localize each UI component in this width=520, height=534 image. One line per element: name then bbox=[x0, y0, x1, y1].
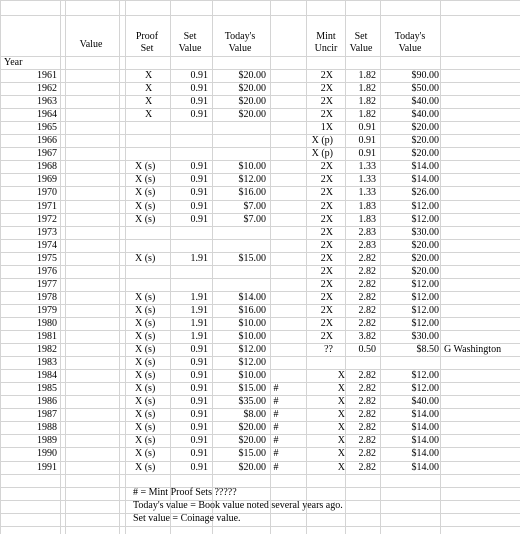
set-value-cell[interactable] bbox=[170, 278, 208, 291]
row-note[interactable] bbox=[444, 434, 520, 447]
year-cell[interactable]: 1973 bbox=[37, 227, 57, 238]
row-note[interactable] bbox=[444, 173, 520, 186]
proof-set-cell[interactable]: X (s) bbox=[135, 344, 156, 355]
row-note[interactable] bbox=[444, 330, 520, 343]
proof-set-cell[interactable]: X (s) bbox=[135, 292, 156, 303]
mint-uncir-cell[interactable]: X bbox=[337, 462, 345, 473]
mint-proof-flag[interactable] bbox=[268, 369, 284, 382]
todays-value-cell[interactable]: $35.00 bbox=[238, 396, 266, 407]
mint-todays-value-cell[interactable]: $12.00 bbox=[411, 318, 439, 329]
mint-todays-value-cell[interactable]: $12.00 bbox=[411, 370, 439, 381]
year-cell[interactable]: 1989 bbox=[37, 435, 57, 446]
set-value-cell[interactable]: 1.91 bbox=[190, 292, 208, 303]
mint-proof-flag[interactable]: # bbox=[273, 462, 279, 473]
set-value-cell[interactable] bbox=[170, 134, 208, 147]
todays-value-cell[interactable]: $15.00 bbox=[238, 383, 266, 394]
mint-todays-value-cell[interactable]: $40.00 bbox=[411, 96, 439, 107]
mint-proof-flag[interactable] bbox=[268, 304, 284, 317]
row-note[interactable] bbox=[444, 382, 520, 395]
mint-set-value-cell[interactable]: 0.91 bbox=[358, 122, 376, 133]
year-cell[interactable]: 1980 bbox=[37, 318, 57, 329]
row-note[interactable] bbox=[444, 95, 520, 108]
proof-set-cell[interactable]: X (s) bbox=[135, 357, 156, 368]
mint-proof-flag[interactable] bbox=[268, 252, 284, 265]
row-note[interactable] bbox=[444, 200, 520, 213]
proof-set-cell[interactable]: X (s) bbox=[135, 448, 156, 459]
mint-set-value-cell[interactable]: 3.82 bbox=[358, 331, 376, 342]
mint-uncir-cell[interactable]: 2X bbox=[320, 174, 333, 185]
proof-set-cell[interactable]: X (s) bbox=[135, 174, 156, 185]
mint-todays-value-cell[interactable]: $8.50 bbox=[416, 344, 439, 355]
mint-todays-value-cell[interactable]: $40.00 bbox=[411, 396, 439, 407]
year-cell[interactable]: 1985 bbox=[37, 383, 57, 394]
proof-set-cell[interactable]: X (s) bbox=[135, 409, 156, 420]
mint-todays-value-cell[interactable]: $12.00 bbox=[411, 292, 439, 303]
header-proof-line1[interactable]: Proof bbox=[135, 31, 159, 42]
set-value-cell[interactable]: 0.91 bbox=[190, 383, 208, 394]
mint-uncir-cell[interactable]: 2X bbox=[320, 318, 333, 329]
year-cell[interactable]: 1991 bbox=[37, 462, 57, 473]
row-note[interactable] bbox=[444, 265, 520, 278]
mint-proof-flag[interactable] bbox=[268, 213, 284, 226]
year-cell[interactable]: 1976 bbox=[37, 266, 57, 277]
mint-uncir-cell[interactable]: X bbox=[337, 396, 345, 407]
note-line[interactable]: Set value = Coinage value. bbox=[133, 513, 241, 524]
mint-uncir-cell[interactable]: 1X bbox=[320, 122, 333, 133]
proof-set-cell[interactable]: X (s) bbox=[135, 422, 156, 433]
mint-todays-value-cell[interactable]: $14.00 bbox=[411, 448, 439, 459]
year-cell[interactable]: 1964 bbox=[37, 109, 57, 120]
year-cell[interactable]: 1974 bbox=[37, 240, 57, 251]
mint-set-value-cell[interactable]: 2.82 bbox=[358, 253, 376, 264]
mint-set-value-cell[interactable]: 2.82 bbox=[358, 462, 376, 473]
mint-uncir-cell[interactable]: 2X bbox=[320, 96, 333, 107]
year-cell[interactable]: 1990 bbox=[37, 448, 57, 459]
row-note[interactable] bbox=[444, 291, 520, 304]
todays-value-cell[interactable] bbox=[212, 226, 266, 239]
row-note[interactable] bbox=[444, 69, 520, 82]
year-cell[interactable]: 1977 bbox=[37, 279, 57, 290]
mint-set-value-cell[interactable]: 1.82 bbox=[358, 83, 376, 94]
row-note[interactable] bbox=[444, 408, 520, 421]
set-value-cell[interactable] bbox=[170, 239, 208, 252]
row-note[interactable] bbox=[444, 356, 520, 369]
mint-proof-flag[interactable]: # bbox=[273, 396, 279, 407]
row-note[interactable] bbox=[444, 447, 520, 460]
mint-todays-value-cell[interactable]: $14.00 bbox=[411, 174, 439, 185]
proof-set-cell[interactable]: X bbox=[145, 96, 153, 107]
mint-todays-value-cell[interactable]: $12.00 bbox=[411, 305, 439, 316]
set-value-cell[interactable]: 0.91 bbox=[190, 462, 208, 473]
mint-set-value-cell[interactable]: 0.91 bbox=[358, 148, 376, 159]
row-note[interactable] bbox=[444, 186, 520, 199]
row-note[interactable] bbox=[444, 147, 520, 160]
year-cell[interactable]: 1965 bbox=[37, 122, 57, 133]
todays-value-cell[interactable]: $10.00 bbox=[238, 161, 266, 172]
year-cell[interactable]: 1970 bbox=[37, 187, 57, 198]
note-line[interactable]: Today's value = Book value noted several years ago. bbox=[133, 500, 343, 511]
year-cell[interactable]: 1986 bbox=[37, 396, 57, 407]
mint-proof-flag[interactable] bbox=[268, 343, 284, 356]
proof-set-cell[interactable]: X (s) bbox=[135, 253, 156, 264]
mint-todays-value-cell[interactable]: $20.00 bbox=[411, 253, 439, 264]
todays-value-cell[interactable]: $15.00 bbox=[238, 448, 266, 459]
todays-value-cell[interactable]: $8.00 bbox=[243, 409, 266, 420]
mint-uncir-cell[interactable]: 2X bbox=[320, 240, 333, 251]
set-value-cell[interactable]: 0.91 bbox=[190, 357, 208, 368]
proof-set-cell[interactable]: X (s) bbox=[135, 305, 156, 316]
mint-proof-flag[interactable]: # bbox=[273, 422, 279, 433]
mint-uncir-cell[interactable]: 2X bbox=[320, 109, 333, 120]
mint-set-value-cell[interactable]: 0.50 bbox=[358, 344, 376, 355]
set-value-cell[interactable]: 0.91 bbox=[190, 396, 208, 407]
year-cell[interactable]: 1967 bbox=[37, 148, 57, 159]
proof-set-cell[interactable]: X (s) bbox=[135, 383, 156, 394]
mint-uncir-cell[interactable] bbox=[306, 356, 333, 369]
row-note[interactable] bbox=[444, 226, 520, 239]
mint-todays-value-cell[interactable]: $12.00 bbox=[411, 214, 439, 225]
mint-proof-flag[interactable]: # bbox=[273, 448, 279, 459]
mint-todays-value-cell[interactable]: $12.00 bbox=[411, 201, 439, 212]
todays-value-cell[interactable]: $20.00 bbox=[238, 422, 266, 433]
todays-value-cell[interactable]: $10.00 bbox=[238, 370, 266, 381]
set-value-cell[interactable] bbox=[170, 226, 208, 239]
todays-value-cell[interactable]: $20.00 bbox=[238, 83, 266, 94]
row-note[interactable] bbox=[444, 317, 520, 330]
proof-set-cell[interactable]: X (s) bbox=[135, 214, 156, 225]
todays-value-cell[interactable]: $20.00 bbox=[238, 70, 266, 81]
header-mint-line2[interactable]: Uncir bbox=[314, 43, 338, 54]
year-cell[interactable]: 1984 bbox=[37, 370, 57, 381]
row-note[interactable] bbox=[444, 421, 520, 434]
mint-set-value-cell[interactable]: 2.82 bbox=[358, 266, 376, 277]
set-value-cell[interactable]: 0.91 bbox=[190, 344, 208, 355]
note-line[interactable]: # = Mint Proof Sets ????? bbox=[133, 487, 237, 498]
todays-value-cell[interactable]: $7.00 bbox=[243, 214, 266, 225]
todays-value-cell[interactable]: $20.00 bbox=[238, 462, 266, 473]
mint-uncir-cell[interactable]: X bbox=[337, 370, 345, 381]
mint-uncir-cell[interactable]: X (p) bbox=[311, 148, 333, 159]
mint-todays-value-cell[interactable]: $14.00 bbox=[411, 409, 439, 420]
mint-todays-value-cell[interactable]: $14.00 bbox=[411, 462, 439, 473]
mint-set-value-cell[interactable]: 0.91 bbox=[358, 135, 376, 146]
mint-proof-flag[interactable] bbox=[268, 265, 284, 278]
year-cell[interactable]: 1978 bbox=[37, 292, 57, 303]
mint-todays-value-cell[interactable]: $20.00 bbox=[411, 148, 439, 159]
proof-set-cell[interactable]: X (s) bbox=[135, 161, 156, 172]
set-value-cell[interactable]: 0.91 bbox=[190, 161, 208, 172]
mint-uncir-cell[interactable]: 2X bbox=[320, 279, 333, 290]
row-note[interactable] bbox=[444, 304, 520, 317]
year-cell[interactable]: 1987 bbox=[37, 409, 57, 420]
mint-proof-flag[interactable] bbox=[268, 226, 284, 239]
mint-set-value-cell[interactable]: 2.82 bbox=[358, 279, 376, 290]
mint-proof-flag[interactable]: # bbox=[273, 435, 279, 446]
set-value-cell[interactable] bbox=[170, 265, 208, 278]
set-value-cell[interactable]: 1.91 bbox=[190, 305, 208, 316]
set-value-cell[interactable]: 0.91 bbox=[190, 187, 208, 198]
mint-uncir-cell[interactable]: 2X bbox=[320, 161, 333, 172]
todays-value-cell[interactable]: $16.00 bbox=[238, 305, 266, 316]
year-cell[interactable]: 1961 bbox=[37, 70, 57, 81]
header-today-line2[interactable]: Value bbox=[228, 43, 252, 54]
mint-uncir-cell[interactable]: 2X bbox=[320, 266, 333, 277]
mint-uncir-cell[interactable]: 2X bbox=[320, 331, 333, 342]
mint-todays-value-cell[interactable]: $12.00 bbox=[411, 279, 439, 290]
mint-proof-flag[interactable] bbox=[268, 239, 284, 252]
todays-value-cell[interactable]: $20.00 bbox=[238, 96, 266, 107]
todays-value-cell[interactable] bbox=[212, 134, 266, 147]
mint-uncir-cell[interactable]: 2X bbox=[320, 214, 333, 225]
mint-set-value-cell[interactable]: 1.83 bbox=[358, 214, 376, 225]
mint-uncir-cell[interactable]: X bbox=[337, 422, 345, 433]
row-note[interactable] bbox=[444, 160, 520, 173]
proof-set-cell[interactable]: X (s) bbox=[135, 187, 156, 198]
mint-todays-value-cell[interactable]: $14.00 bbox=[411, 422, 439, 433]
set-value-cell[interactable]: 0.91 bbox=[190, 370, 208, 381]
year-cell[interactable]: 1971 bbox=[37, 201, 57, 212]
row-note[interactable] bbox=[444, 213, 520, 226]
todays-value-cell[interactable]: $12.00 bbox=[238, 357, 266, 368]
set-value-cell[interactable]: 0.91 bbox=[190, 435, 208, 446]
mint-todays-value-cell[interactable]: $20.00 bbox=[411, 135, 439, 146]
proof-set-cell[interactable]: X (s) bbox=[135, 318, 156, 329]
mint-uncir-cell[interactable]: 2X bbox=[320, 305, 333, 316]
mint-proof-flag[interactable] bbox=[268, 317, 284, 330]
todays-value-cell[interactable] bbox=[212, 278, 266, 291]
proof-set-cell[interactable]: X (s) bbox=[135, 370, 156, 381]
header-mtoday-line2[interactable]: Value bbox=[398, 43, 422, 54]
mint-proof-flag[interactable] bbox=[268, 278, 284, 291]
mint-set-value-cell[interactable]: 1.83 bbox=[358, 201, 376, 212]
mint-todays-value-cell[interactable]: $14.00 bbox=[411, 161, 439, 172]
row-note[interactable] bbox=[444, 82, 520, 95]
todays-value-cell[interactable] bbox=[212, 121, 266, 134]
row-note[interactable]: G Washington bbox=[444, 344, 502, 355]
todays-value-cell[interactable]: $12.00 bbox=[238, 344, 266, 355]
mint-set-value-cell[interactable]: 2.83 bbox=[358, 227, 376, 238]
set-value-cell[interactable]: 0.91 bbox=[190, 214, 208, 225]
row-note[interactable] bbox=[444, 369, 520, 382]
mint-proof-flag[interactable]: # bbox=[273, 383, 279, 394]
mint-todays-value-cell[interactable] bbox=[385, 356, 439, 369]
mint-uncir-cell[interactable]: 2X bbox=[320, 292, 333, 303]
set-value-cell[interactable]: 0.91 bbox=[190, 448, 208, 459]
mint-proof-flag[interactable] bbox=[268, 200, 284, 213]
mint-set-value-cell[interactable]: 2.82 bbox=[358, 370, 376, 381]
mint-uncir-cell[interactable]: 2X bbox=[320, 70, 333, 81]
mint-todays-value-cell[interactable]: $30.00 bbox=[411, 331, 439, 342]
row-note[interactable] bbox=[444, 108, 520, 121]
row-note[interactable] bbox=[444, 121, 520, 134]
row-note[interactable] bbox=[444, 252, 520, 265]
todays-value-cell[interactable] bbox=[212, 147, 266, 160]
mint-set-value-cell[interactable]: 1.82 bbox=[358, 70, 376, 81]
mint-set-value-cell[interactable]: 2.82 bbox=[358, 409, 376, 420]
mint-todays-value-cell[interactable]: $50.00 bbox=[411, 83, 439, 94]
mint-proof-flag[interactable] bbox=[268, 121, 284, 134]
row-note[interactable] bbox=[444, 134, 520, 147]
year-cell[interactable]: 1983 bbox=[37, 357, 57, 368]
set-value-cell[interactable]: 1.91 bbox=[190, 253, 208, 264]
set-value-cell[interactable] bbox=[170, 147, 208, 160]
mint-set-value-cell[interactable]: 1.82 bbox=[358, 96, 376, 107]
mint-set-value-cell[interactable]: 2.82 bbox=[358, 292, 376, 303]
mint-uncir-cell[interactable]: 2X bbox=[320, 253, 333, 264]
mint-uncir-cell[interactable]: X bbox=[337, 383, 345, 394]
mint-todays-value-cell[interactable]: $90.00 bbox=[411, 70, 439, 81]
header-mset-line2[interactable]: Value bbox=[349, 43, 373, 54]
set-value-cell[interactable]: 0.91 bbox=[190, 83, 208, 94]
mint-todays-value-cell[interactable]: $14.00 bbox=[411, 435, 439, 446]
mint-set-value-cell[interactable]: 2.82 bbox=[358, 396, 376, 407]
mint-uncir-cell[interactable]: X (p) bbox=[311, 135, 333, 146]
set-value-cell[interactable]: 1.91 bbox=[190, 331, 208, 342]
year-cell[interactable]: 1972 bbox=[37, 214, 57, 225]
mint-todays-value-cell[interactable]: $12.00 bbox=[411, 383, 439, 394]
year-cell[interactable]: 1966 bbox=[37, 135, 57, 146]
todays-value-cell[interactable]: $10.00 bbox=[238, 318, 266, 329]
header-mtoday-line1[interactable]: Today's bbox=[394, 31, 426, 42]
mint-proof-flag[interactable] bbox=[268, 108, 284, 121]
set-value-cell[interactable]: 0.91 bbox=[190, 70, 208, 81]
row-note[interactable] bbox=[444, 395, 520, 408]
mint-set-value-cell[interactable]: 2.82 bbox=[358, 318, 376, 329]
proof-set-cell[interactable]: X bbox=[145, 83, 153, 94]
year-cell[interactable]: 1981 bbox=[37, 331, 57, 342]
mint-proof-flag[interactable] bbox=[268, 95, 284, 108]
set-value-cell[interactable]: 0.91 bbox=[190, 422, 208, 433]
mint-todays-value-cell[interactable]: $40.00 bbox=[411, 109, 439, 120]
proof-set-cell[interactable]: X (s) bbox=[135, 331, 156, 342]
mint-set-value-cell[interactable]: 2.82 bbox=[358, 305, 376, 316]
year-cell[interactable]: 1968 bbox=[37, 161, 57, 172]
set-value-cell[interactable] bbox=[170, 121, 208, 134]
year-label[interactable]: Year bbox=[4, 57, 23, 68]
mint-todays-value-cell[interactable]: $30.00 bbox=[411, 227, 439, 238]
todays-value-cell[interactable]: $15.00 bbox=[238, 253, 266, 264]
row-note[interactable] bbox=[444, 461, 520, 474]
mint-proof-flag[interactable] bbox=[268, 330, 284, 343]
header-mint-line1[interactable]: Mint bbox=[316, 31, 336, 42]
mint-uncir-cell[interactable]: X bbox=[337, 435, 345, 446]
todays-value-cell[interactable]: $16.00 bbox=[238, 187, 266, 198]
proof-set-cell[interactable]: X (s) bbox=[135, 201, 156, 212]
mint-uncir-cell[interactable]: ?? bbox=[324, 344, 333, 355]
mint-proof-flag[interactable] bbox=[268, 147, 284, 160]
mint-todays-value-cell[interactable]: $20.00 bbox=[411, 122, 439, 133]
mint-set-value-cell[interactable]: 1.82 bbox=[358, 109, 376, 120]
mint-uncir-cell[interactable]: 2X bbox=[320, 187, 333, 198]
todays-value-cell[interactable] bbox=[212, 265, 266, 278]
todays-value-cell[interactable]: $7.00 bbox=[243, 201, 266, 212]
proof-set-cell[interactable]: X bbox=[145, 109, 153, 120]
todays-value-cell[interactable]: $20.00 bbox=[238, 109, 266, 120]
proof-set-cell[interactable]: X (s) bbox=[135, 462, 156, 473]
mint-todays-value-cell[interactable]: $26.00 bbox=[411, 187, 439, 198]
year-cell[interactable]: 1962 bbox=[37, 83, 57, 94]
year-cell[interactable]: 1988 bbox=[37, 422, 57, 433]
mint-uncir-cell[interactable]: 2X bbox=[320, 83, 333, 94]
proof-set-cell[interactable]: X (s) bbox=[135, 435, 156, 446]
mint-proof-flag[interactable] bbox=[268, 291, 284, 304]
set-value-cell[interactable]: 1.91 bbox=[190, 318, 208, 329]
mint-uncir-cell[interactable]: 2X bbox=[320, 201, 333, 212]
mint-uncir-cell[interactable]: 2X bbox=[320, 227, 333, 238]
set-value-cell[interactable]: 0.91 bbox=[190, 174, 208, 185]
mint-set-value-cell[interactable]: 2.82 bbox=[358, 448, 376, 459]
set-value-cell[interactable]: 0.91 bbox=[190, 201, 208, 212]
todays-value-cell[interactable] bbox=[212, 239, 266, 252]
proof-set-cell[interactable]: X bbox=[145, 70, 153, 81]
mint-proof-flag[interactable] bbox=[268, 160, 284, 173]
row-note[interactable] bbox=[444, 278, 520, 291]
mint-proof-flag[interactable]: # bbox=[273, 409, 279, 420]
mint-set-value-cell[interactable] bbox=[342, 356, 376, 369]
mint-proof-flag[interactable] bbox=[268, 82, 284, 95]
mint-set-value-cell[interactable]: 1.33 bbox=[358, 187, 376, 198]
year-cell[interactable]: 1963 bbox=[37, 96, 57, 107]
mint-set-value-cell[interactable]: 1.33 bbox=[358, 161, 376, 172]
mint-uncir-cell[interactable]: X bbox=[337, 448, 345, 459]
header-set-line2[interactable]: Value bbox=[178, 43, 202, 54]
header-set-line1[interactable]: Set bbox=[183, 31, 197, 42]
set-value-cell[interactable]: 0.91 bbox=[190, 409, 208, 420]
proof-set-cell[interactable]: X (s) bbox=[135, 396, 156, 407]
header-mset-line1[interactable]: Set bbox=[354, 31, 368, 42]
year-cell[interactable]: 1969 bbox=[37, 174, 57, 185]
mint-set-value-cell[interactable]: 2.83 bbox=[358, 240, 376, 251]
todays-value-cell[interactable]: $10.00 bbox=[238, 331, 266, 342]
mint-set-value-cell[interactable]: 1.33 bbox=[358, 174, 376, 185]
mint-proof-flag[interactable] bbox=[268, 134, 284, 147]
mint-set-value-cell[interactable]: 2.82 bbox=[358, 435, 376, 446]
mint-uncir-cell[interactable]: X bbox=[337, 409, 345, 420]
todays-value-cell[interactable]: $14.00 bbox=[238, 292, 266, 303]
set-value-cell[interactable]: 0.91 bbox=[190, 96, 208, 107]
mint-todays-value-cell[interactable]: $20.00 bbox=[411, 240, 439, 251]
header-value[interactable]: Value bbox=[79, 39, 103, 50]
mint-set-value-cell[interactable]: 2.82 bbox=[358, 422, 376, 433]
mint-proof-flag[interactable] bbox=[268, 173, 284, 186]
mint-proof-flag[interactable] bbox=[268, 356, 284, 369]
year-cell[interactable]: 1975 bbox=[37, 253, 57, 264]
mint-proof-flag[interactable] bbox=[268, 186, 284, 199]
year-cell[interactable]: 1979 bbox=[37, 305, 57, 316]
todays-value-cell[interactable]: $20.00 bbox=[238, 435, 266, 446]
todays-value-cell[interactable]: $12.00 bbox=[238, 174, 266, 185]
header-proof-line2[interactable]: Set bbox=[140, 43, 154, 54]
mint-todays-value-cell[interactable]: $20.00 bbox=[411, 266, 439, 277]
set-value-cell[interactable]: 0.91 bbox=[190, 109, 208, 120]
mint-set-value-cell[interactable]: 2.82 bbox=[358, 383, 376, 394]
row-note[interactable] bbox=[444, 239, 520, 252]
mint-proof-flag[interactable] bbox=[268, 69, 284, 82]
header-today-line1[interactable]: Today's bbox=[224, 31, 256, 42]
year-cell[interactable]: 1982 bbox=[37, 344, 57, 355]
